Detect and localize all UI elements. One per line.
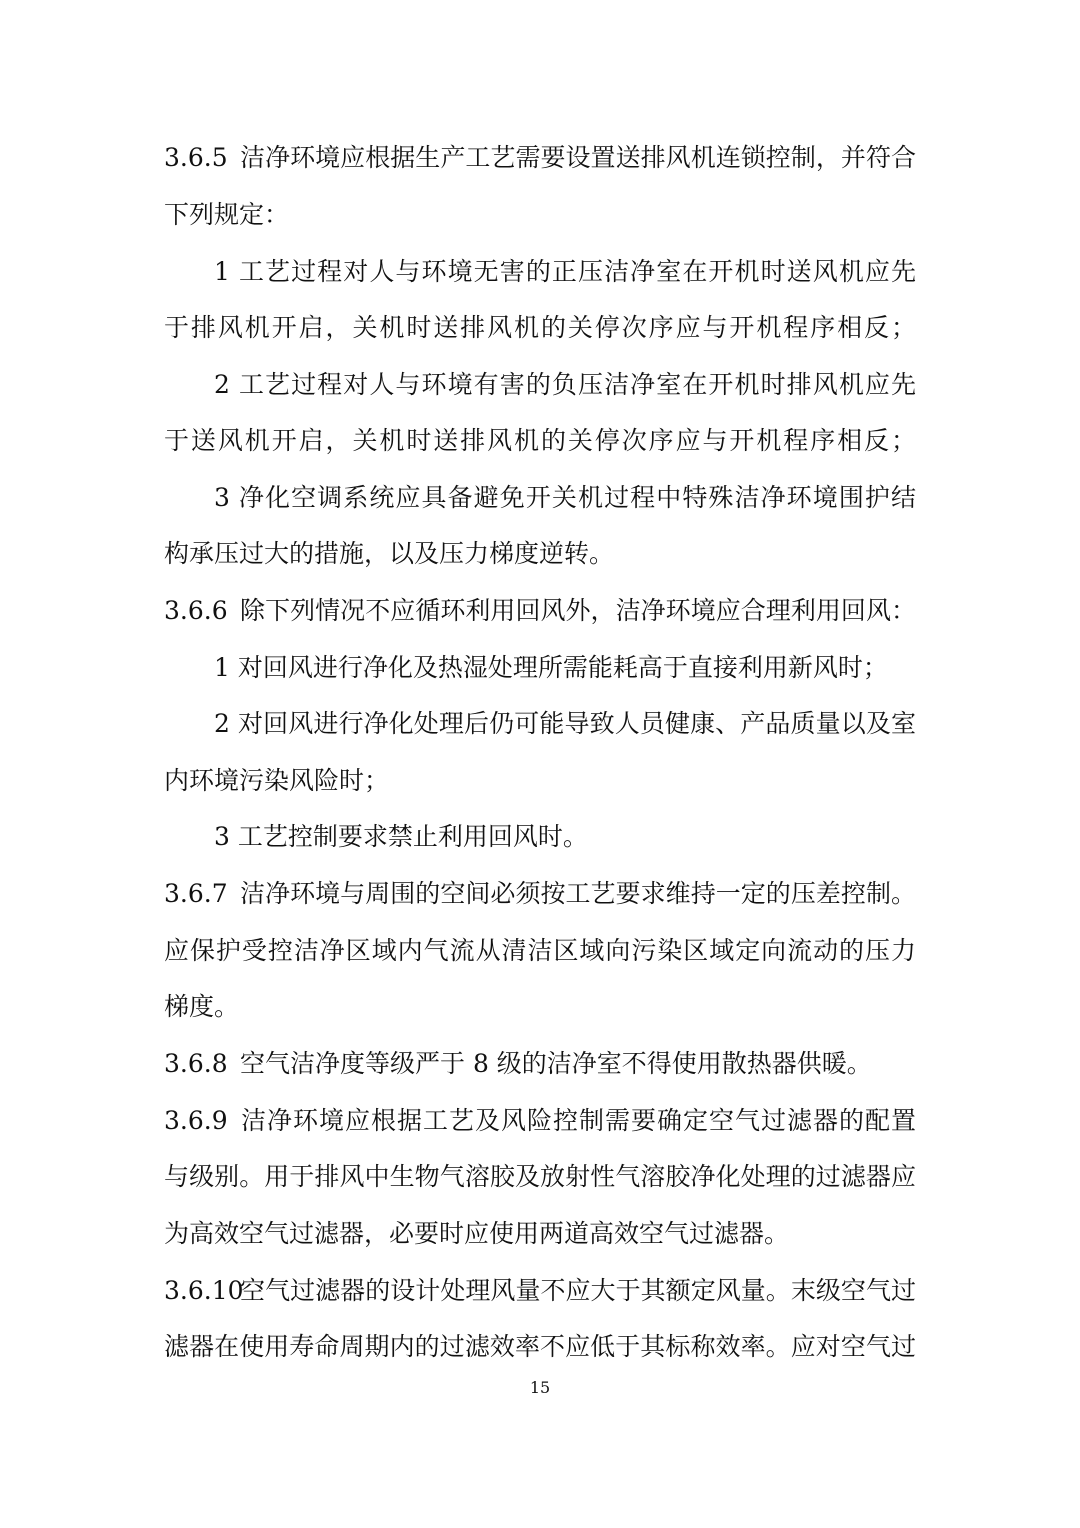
clause-text: 洁净环境与周围的空间必须按工艺要求维持一定的压差控制。 xyxy=(240,879,916,908)
clause-text: 空气过滤器的设计处理风量不应大于其额定风量。末级空气过 xyxy=(240,1276,916,1305)
item-3-6-6-3-line-1 xyxy=(214,821,916,853)
item-text: 对回风进行净化及热湿处理所需能耗高于直接利用新风时； xyxy=(237,653,888,682)
clause-number: 3.6.10 xyxy=(164,1276,244,1305)
clause-3-6-9-line-3: 为高效空气过滤器，必要时应使用两道高效空气过滤器。 xyxy=(164,1219,790,1248)
item-text: 对回风进行净化处理后仍可能导致人员健康、产品质量以及室 xyxy=(237,709,916,738)
clause-3-6-9-line-1 xyxy=(164,1105,916,1137)
item-3-6-6-2-line-1 xyxy=(214,708,916,740)
item-3-6-6-1-line-1 xyxy=(214,652,916,684)
item-number: 2 xyxy=(214,709,230,738)
item-3-6-5-3-line-2: 构承压过大的措施，以及压力梯度逆转。 xyxy=(164,539,615,568)
clause-3-6-10-line-1 xyxy=(164,1275,916,1307)
item-3-6-5-2-line-2: 于送风机开启，关机时送排风机的关停次序应与开机程序相反； xyxy=(164,426,916,455)
item-3-6-5-3-line-1 xyxy=(214,482,916,514)
item-3-6-5-1-line-1 xyxy=(214,256,916,288)
item-number: 2 xyxy=(214,370,230,399)
item-3-6-5-2-line-1 xyxy=(214,369,916,401)
item-3-6-6-2-line-2: 内环境污染风险时； xyxy=(164,766,390,795)
clause-3-6-8-line-1 xyxy=(164,1048,916,1080)
clause-number: 3.6.8 xyxy=(164,1049,228,1078)
item-number: 1 xyxy=(214,653,230,682)
page-number: 15 xyxy=(529,1378,551,1397)
item-number: 1 xyxy=(214,257,230,286)
clause-text: 除下列情况不应循环利用回风外，洁净环境应合理利用回风： xyxy=(240,596,916,625)
item-text: 净化空调系统应具备避免开关机过程中特殊洁净环境围护结 xyxy=(238,483,916,512)
clause-number: 3.6.9 xyxy=(164,1106,228,1135)
item-text: 工艺过程对人与环境无害的正压洁净室在开机时送风机应先 xyxy=(238,257,916,286)
clause-3-6-7-line-3: 梯度。 xyxy=(164,992,240,1021)
item-text: 工艺控制要求禁止利用回风时。 xyxy=(237,822,588,851)
clause-number: 3.6.5 xyxy=(164,143,228,172)
clause-3-6-5-line-2: 下列规定： xyxy=(164,200,290,229)
item-text: 工艺过程对人与环境有害的负压洁净室在开机时排风机应先 xyxy=(238,370,916,399)
clause-3-6-7-line-1 xyxy=(164,878,916,910)
clause-3-6-6-line-1 xyxy=(164,595,916,627)
clause-number: 3.6.6 xyxy=(164,596,228,625)
item-number: 3 xyxy=(214,822,230,851)
clause-3-6-5-line-1 xyxy=(164,142,916,174)
clause-number: 3.6.7 xyxy=(164,879,228,908)
clause-text: 洁净环境应根据工艺及风险控制需要确定空气过滤器的配置 xyxy=(240,1106,916,1135)
item-3-6-5-1-line-2: 于排风机开启，关机时送排风机的关停次序应与开机程序相反； xyxy=(164,313,916,342)
clause-text: 洁净环境应根据生产工艺需要设置送排风机连锁控制，并符合 xyxy=(240,143,916,172)
item-number: 3 xyxy=(214,483,230,512)
clause-3-6-10-line-2: 滤器在使用寿命周期内的过滤效率不应低于其标称效率。应对空气过 xyxy=(164,1332,916,1361)
clause-3-6-7-line-2: 应保护受控洁净区域内气流从清洁区域向污染区域定向流动的压力 xyxy=(164,936,916,965)
clause-3-6-9-line-2: 与级别。用于排风中生物气溶胶及放射性气溶胶净化处理的过滤器应 xyxy=(164,1162,916,1191)
clause-text: 空气洁净度等级严于 8 级的洁净室不得使用散热器供暖。 xyxy=(240,1049,872,1078)
